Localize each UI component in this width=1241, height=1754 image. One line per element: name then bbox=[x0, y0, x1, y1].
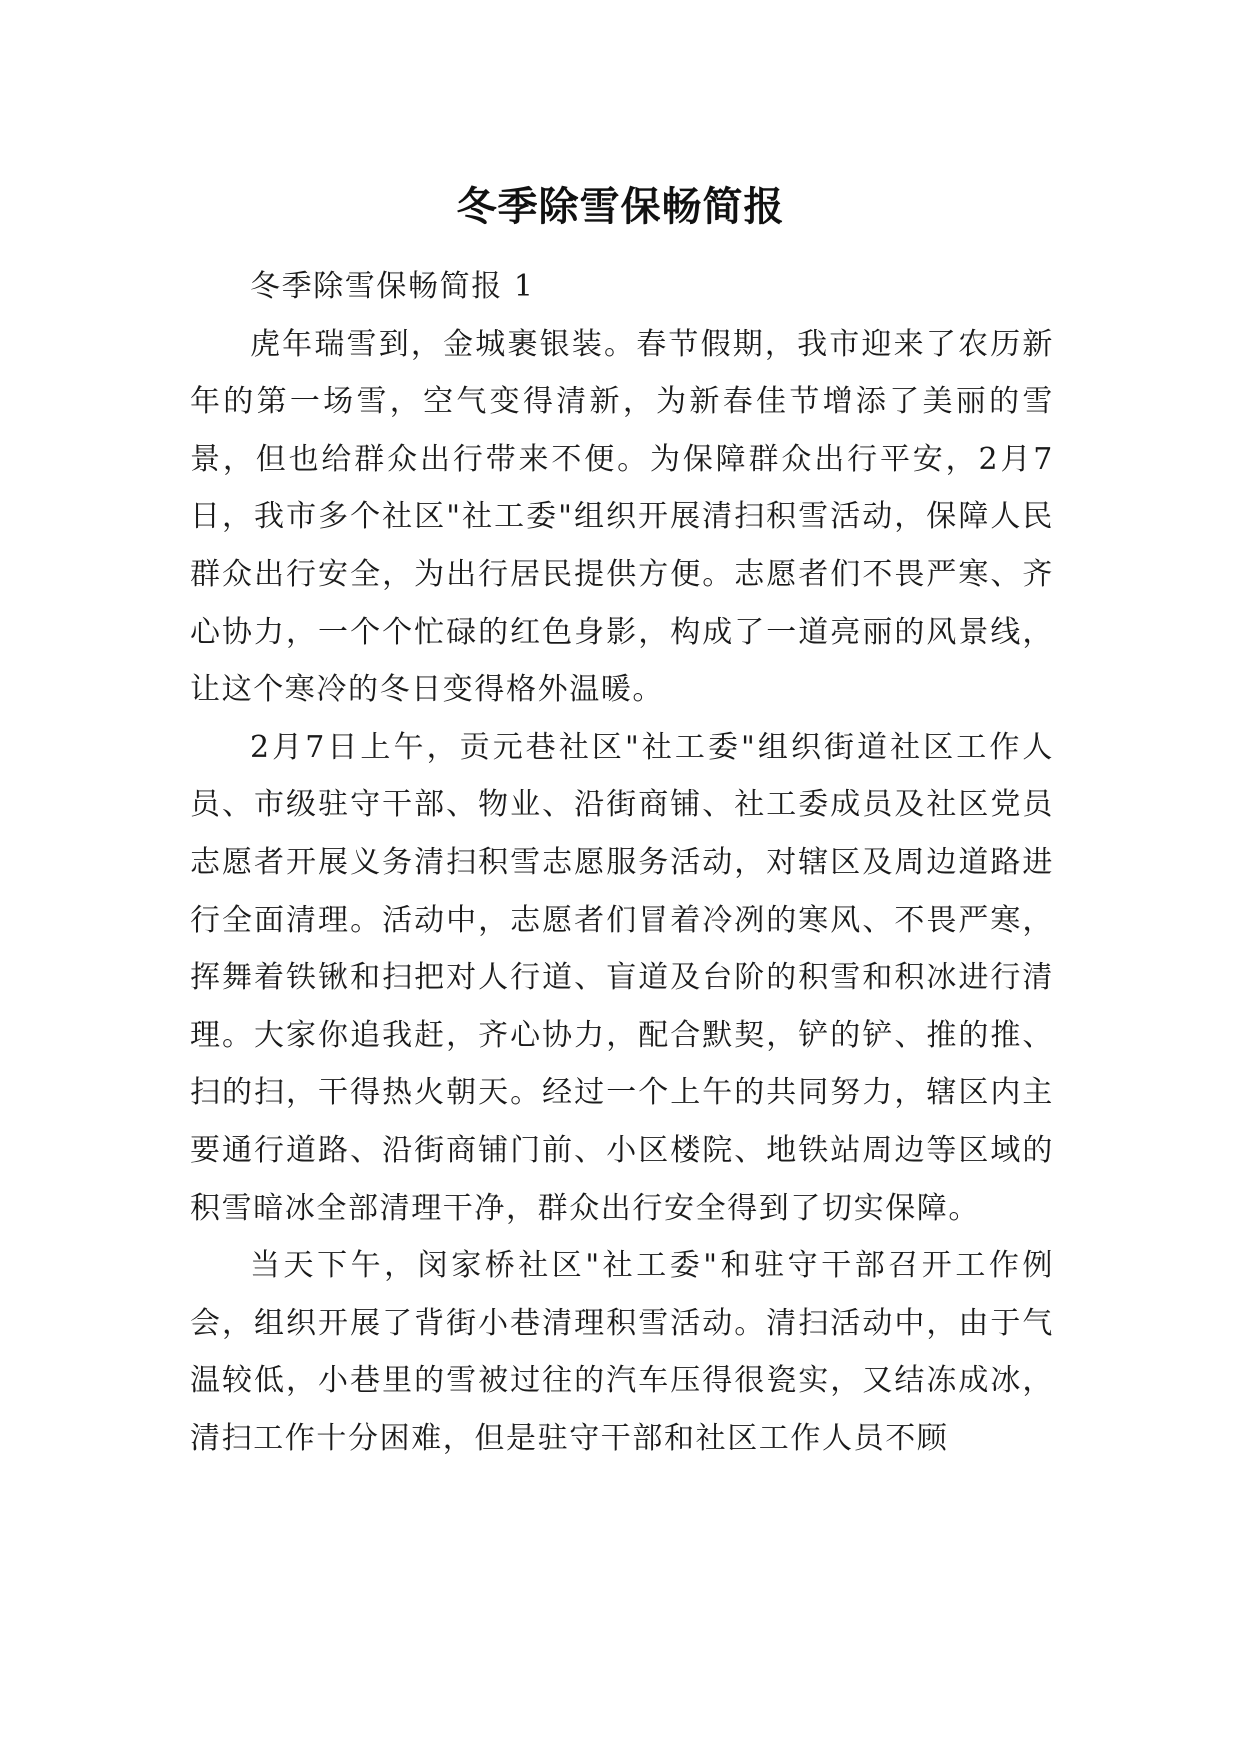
document-body bbox=[190, 258, 1054, 1467]
paragraph-3: 当天下午，闵家桥社区"社工委"和驻守干部召开工作例会，组织开展了背街小巷清理积雪活动。清扫活动中，由于气温较低，小巷里的雪被过往的汽车压得很瓷实，又结冻成冰，清扫工作十分困难，但是驻守干部和社区工作人员不顾 bbox=[190, 1248, 1054, 1456]
document-title: 冬季除雪保畅简报 bbox=[456, 183, 785, 230]
paragraph-2: 2月7日上午，贡元巷社区"社工委"组织街道社区工作人员、市级驻守干部、物业、沿街商铺、社工委成员及社区党员志愿者开展义务清扫积雪志愿服务活动，对辖区及周边道路进行全面清理。活动中，志愿者们冒着冷冽的寒风、不畏严寒，挥舞着铁锹和扫把对人行道、盲道及台阶的积雪和积冰进行清理。大家你追我赶，齐心协力，配合默契，铲的铲、推的推、扫的扫，干得热火朝天。经过一个上午的共同努力，辖区内主要通行道路、沿街商铺门前、小区楼院、地铁站周边等区域的积雪暗冰全部清理干净，群众出行安全得到了切实保障。 bbox=[190, 729, 1054, 1226]
paragraph-1: 虎年瑞雪到，金城裹银装。春节假期，我市迎来了农历新年的第一场雪，空气变得清新，为新春佳节增添了美丽的雪景，但也给群众出行带来不便。为保障群众出行平安，2月7日，我市多个社区"社工委"组织开展清扫积雪活动，保障人民群众出行安全，为出行居民提供方便。志愿者们不畏严寒、齐心协力，一个个忙碌的红色身影，构成了一道亮丽的风景线，让这个寒冷的冬日变得格外温暖。 bbox=[190, 326, 1054, 708]
section-heading: 冬季除雪保畅简报 1 bbox=[250, 269, 535, 304]
